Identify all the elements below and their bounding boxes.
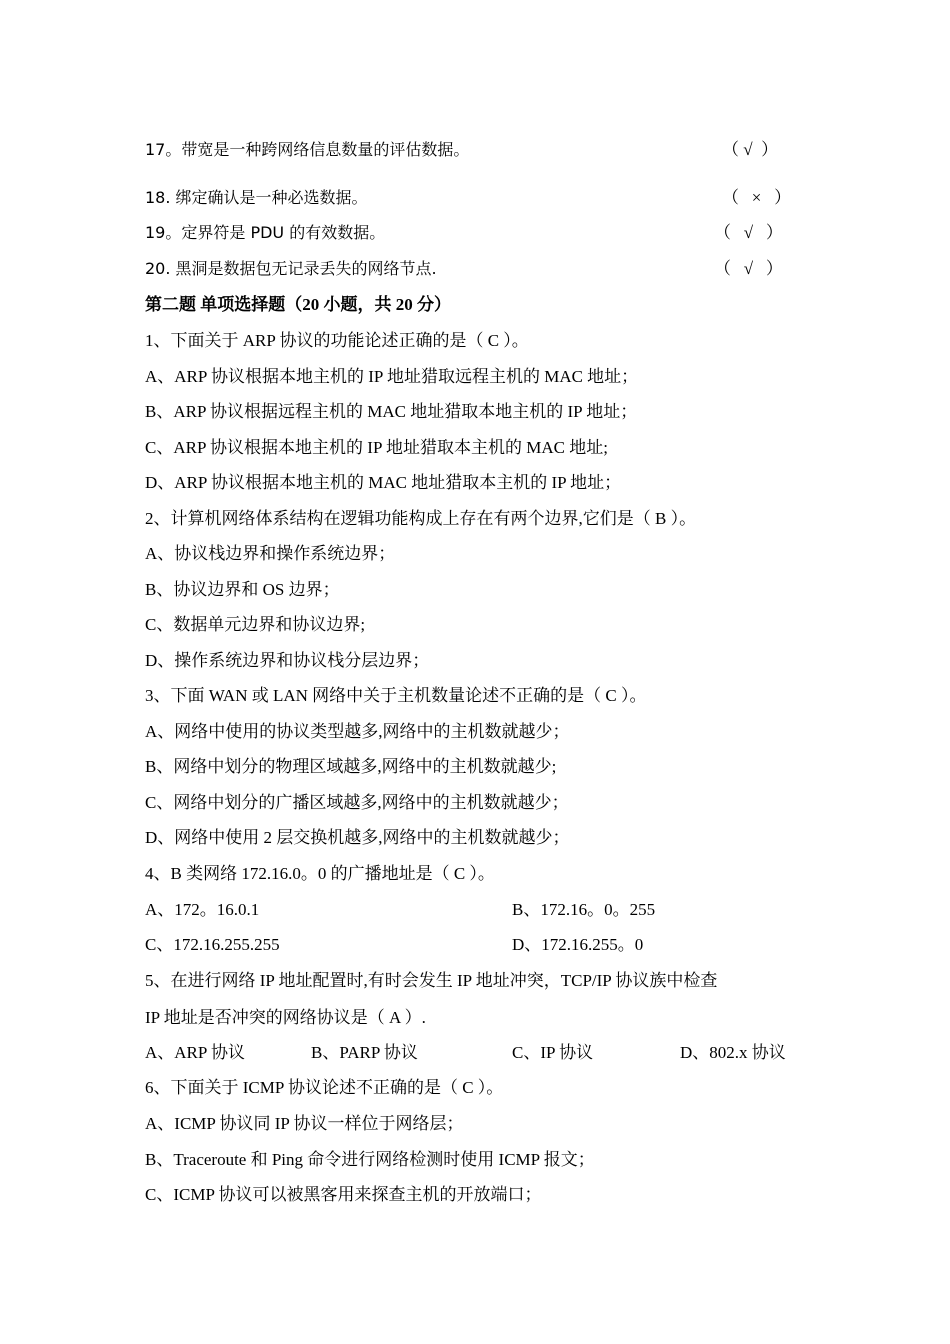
question-4-option-a: A、172。16.0.1: [145, 900, 260, 919]
question-6-stem: 6、下面关于 ICMP 协议论述不正确的是（ C ）。: [145, 1078, 504, 1097]
question-3-option-c: C、网络中划分的广播区域越多,网络中的主机数就越少；: [145, 793, 569, 812]
judgement-item-18: 18. 绑定确认是一种必选数据。: [145, 188, 368, 207]
question-6-option-c: C、ICMP 协议可以被黑客用来探查主机的开放端口；: [145, 1185, 542, 1204]
section-title: 第二题 单项选择题（20 小题，共 20 分）: [145, 295, 451, 314]
question-4-option-c: C、172.16.255.255: [145, 935, 280, 954]
question-2-option-a: A、协议栈边界和操作系统边界；: [145, 544, 396, 563]
question-1-option-a: A、ARP 协议根据本地主机的 IP 地址猎取远程主机的 MAC 地址；: [145, 367, 639, 386]
question-2-option-b: B、协议边界和 OS 边界；: [145, 580, 340, 599]
judgement-mark-17: （ √ ）: [722, 140, 779, 159]
question-3-stem: 3、下面 WAN 或 LAN 网络中关于主机数量论述不正确的是（ C ）。: [145, 686, 647, 705]
question-4-option-d: D、172.16.255。0: [512, 935, 644, 954]
question-1-option-b: B、ARP 协议根据远程主机的 MAC 地址猎取本地主机的 IP 地址；: [145, 402, 638, 421]
judgement-item-20: 20. 黑洞是数据包无记录丢失的网络节点.: [145, 259, 437, 278]
question-6-option-b: B、Traceroute 和 Ping 命令进行网络检测时使用 ICMP 报文；: [145, 1150, 595, 1169]
question-2-option-d: D、操作系统边界和协议栈分层边界；: [145, 651, 430, 670]
question-1-option-d: D、ARP 协议根据本地主机的 MAC 地址猎取本主机的 IP 地址；: [145, 473, 622, 492]
question-1-option-c: C、ARP 协议根据本地主机的 IP 地址猎取本主机的 MAC 地址;: [145, 438, 608, 457]
question-5-option-c: C、IP 协议: [512, 1043, 594, 1062]
question-2-stem: 2、计算机网络体系结构在逻辑功能构成上存在有两个边界,它们是（ B ）。: [145, 509, 697, 528]
question-3-option-d: D、网络中使用 2 层交换机越多,网络中的主机数就越少；: [145, 828, 570, 847]
question-5-stem-line-2: IP 地址是否冲突的网络协议是（ A ）.: [145, 1008, 426, 1027]
judgement-mark-20: （ √ ）: [714, 259, 783, 278]
question-6-option-a: A、ICMP 协议同 IP 协议一样位于网络层；: [145, 1114, 464, 1133]
question-5-option-a: A、ARP 协议: [145, 1043, 245, 1062]
question-5-option-d: D、802.x 协议: [680, 1043, 786, 1062]
judgement-item-19: 19。定界符是 PDU 的有效数据。: [145, 223, 386, 242]
question-4-stem: 4、B 类网络 172.16.0。0 的广播地址是（ C ）。: [145, 864, 495, 883]
question-1-stem: 1、下面关于 ARP 协议的功能论述正确的是（ C ）。: [145, 331, 529, 350]
judgement-mark-19: （ √ ）: [714, 223, 783, 242]
question-4-option-b: B、172.16。0。255: [512, 900, 656, 919]
judgement-mark-18: （ × ）: [722, 188, 792, 207]
question-5-option-b: B、PARP 协议: [311, 1043, 418, 1062]
question-3-option-a: A、网络中使用的协议类型越多,网络中的主机数就越少；: [145, 722, 570, 741]
question-2-option-c: C、数据单元边界和协议边界;: [145, 615, 366, 634]
judgement-item-17: 17。带宽是一种跨网络信息数量的评估数据。: [145, 140, 470, 159]
question-5-stem-line-1: 5、在进行网络 IP 地址配置时,有时会发生 IP 地址冲突，TCP/IP 协议族中检查: [145, 971, 718, 990]
question-3-option-b: B、网络中划分的物理区域越多,网络中的主机数就越少;: [145, 757, 557, 776]
